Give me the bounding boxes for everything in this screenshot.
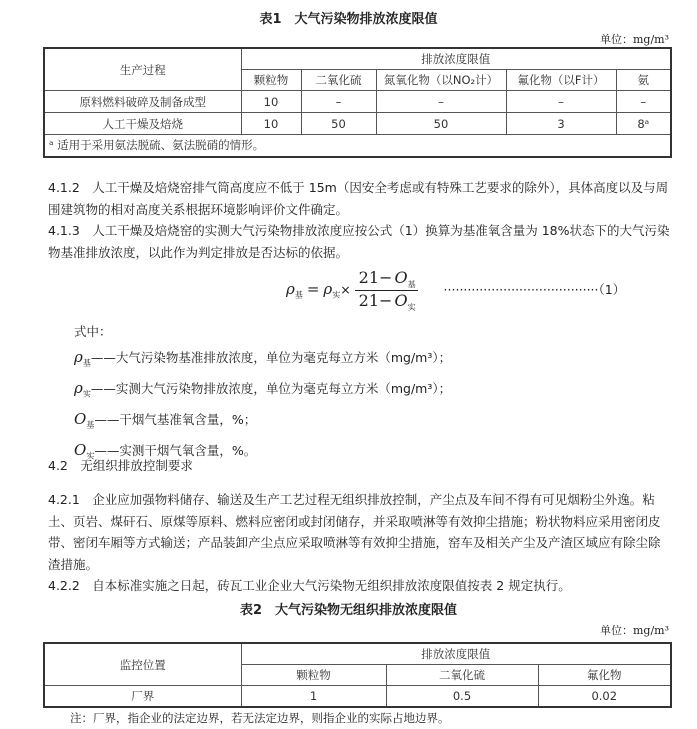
table2 <box>43 642 672 708</box>
table2-note: 注：厂界，指企业的法定边界，若无法定边界，则指企业的实际占地边界。 <box>70 711 450 725</box>
table1-footnote: ᵃ 适用于采用氨法脱硫、氨法脱硝的情形。 <box>44 135 671 157</box>
header-col: 二氧化硫 <box>301 70 376 91</box>
table-row <box>44 113 671 135</box>
cell: – <box>376 91 506 113</box>
header-group: 排放浓度限值 <box>241 48 671 70</box>
cell-process: 原料燃料破碎及制备成型 <box>44 91 241 113</box>
where-label: 式中： <box>74 324 112 339</box>
table1 <box>43 47 672 158</box>
table-row <box>44 91 671 113</box>
definition: $O_基——$干烟气基准氧含量，%； <box>74 409 257 429</box>
table1-title: 表1 大气污染物排放浓度限值 <box>259 12 438 27</box>
header-col: 氨 <box>616 70 671 91</box>
para-4-1-3: 4.1.3 人工干燥及焙烧窑的实测大气污染物排放浓度应按公式（1）换算为基准氧含量为 18%状态下的大气污染物基准排放浓度，以此作为判定排放是否达标的依据。 <box>48 223 670 260</box>
cell: 10 <box>241 113 301 135</box>
header-col: 氟化物（以F计） <box>506 70 616 91</box>
para-4-2-1: 4.2.1 企业应加强物料储存、输送及生产工艺过程无组织排放控制，产尘点及车间不得有可见烟粉尘外逸。粘土、页岩、煤矸石、原煤等原料、燃料应密闭或封闭储存，并采取喷淋等有效抑尘措施；粉状物料应采用密闭皮带、密闭车厢等方式输送；产品装卸产尘点应采取喷淋等有效抑尘措施，窑车及相关产尘及产渣区域应有除尘除渣措施。 <box>48 492 661 572</box>
cell: 0.02 <box>538 686 671 708</box>
para-4-1-2: 4.1.2 人工干燥及焙烧窑排气筒高度应不低于 15m（因安全考虑或有特殊工艺要求的除外），具体高度以及与周围建筑物的相对高度关系根据环境影响评价文件确定。 <box>48 180 669 217</box>
cell: – <box>616 91 671 113</box>
formula-1: $\rho_基 = \rho_实\times$ $\frac{21- O_基}{21- O_实}$ ·······································（1） <box>286 268 626 313</box>
definition: $O_实——$实测干烟气氧含量，%。 <box>74 440 257 460</box>
cell: 1 <box>241 686 386 708</box>
formula-number: （1） <box>598 282 626 298</box>
cell: 8ᵃ <box>616 113 671 135</box>
cell: 50 <box>376 113 506 135</box>
table2-title: 表2 大气污染物无组织排放浓度限值 <box>239 603 458 618</box>
section-4-2 <box>48 489 672 597</box>
header-col: 颗粒物 <box>241 665 386 686</box>
header-group: 排放浓度限值 <box>241 643 671 665</box>
fraction: $\frac{21- O_基}{21- O_实}$ <box>355 268 418 313</box>
table2-unit: 单位：mg/m³ <box>599 624 669 637</box>
header-col: 氟化物 <box>538 665 671 686</box>
cell: 50 <box>301 113 376 135</box>
header-col: 二氧化硫 <box>386 665 538 686</box>
header-col: 颗粒物 <box>241 70 301 91</box>
formula-definitions <box>74 320 451 469</box>
cell: 0.5 <box>386 686 538 708</box>
definition: $\rho_基——$大气污染物基准排放浓度，单位为毫克每立方米（mg/m³）； <box>74 347 452 367</box>
cell: – <box>301 91 376 113</box>
cell-location: 厂界 <box>44 686 241 708</box>
para-4-2-2: 4.2.2 自本标准实施之日起，砖瓦工业企业大气污染物无组织排放浓度限值按表 2 规定执行。 <box>48 578 571 593</box>
cell: 10 <box>241 91 301 113</box>
header-col: 氮氧化物（以NO₂计） <box>376 70 506 91</box>
cell: 3 <box>506 113 616 135</box>
cell-process: 人工干燥及焙烧 <box>44 113 241 135</box>
header-process: 生产过程 <box>44 48 241 91</box>
cell: – <box>506 91 616 113</box>
table1-unit: 单位：mg/m³ <box>599 33 669 46</box>
table-row <box>44 686 671 708</box>
definition: $\rho_实——$实测大气污染物排放浓度，单位为毫克每立方米（mg/m³）； <box>74 378 452 398</box>
heading-4-2: 4.2 无组织排放控制要求 <box>48 458 193 473</box>
section-4-1 <box>48 177 672 263</box>
header-location: 监控位置 <box>44 643 241 686</box>
formula-dots: ······································· <box>443 282 599 298</box>
